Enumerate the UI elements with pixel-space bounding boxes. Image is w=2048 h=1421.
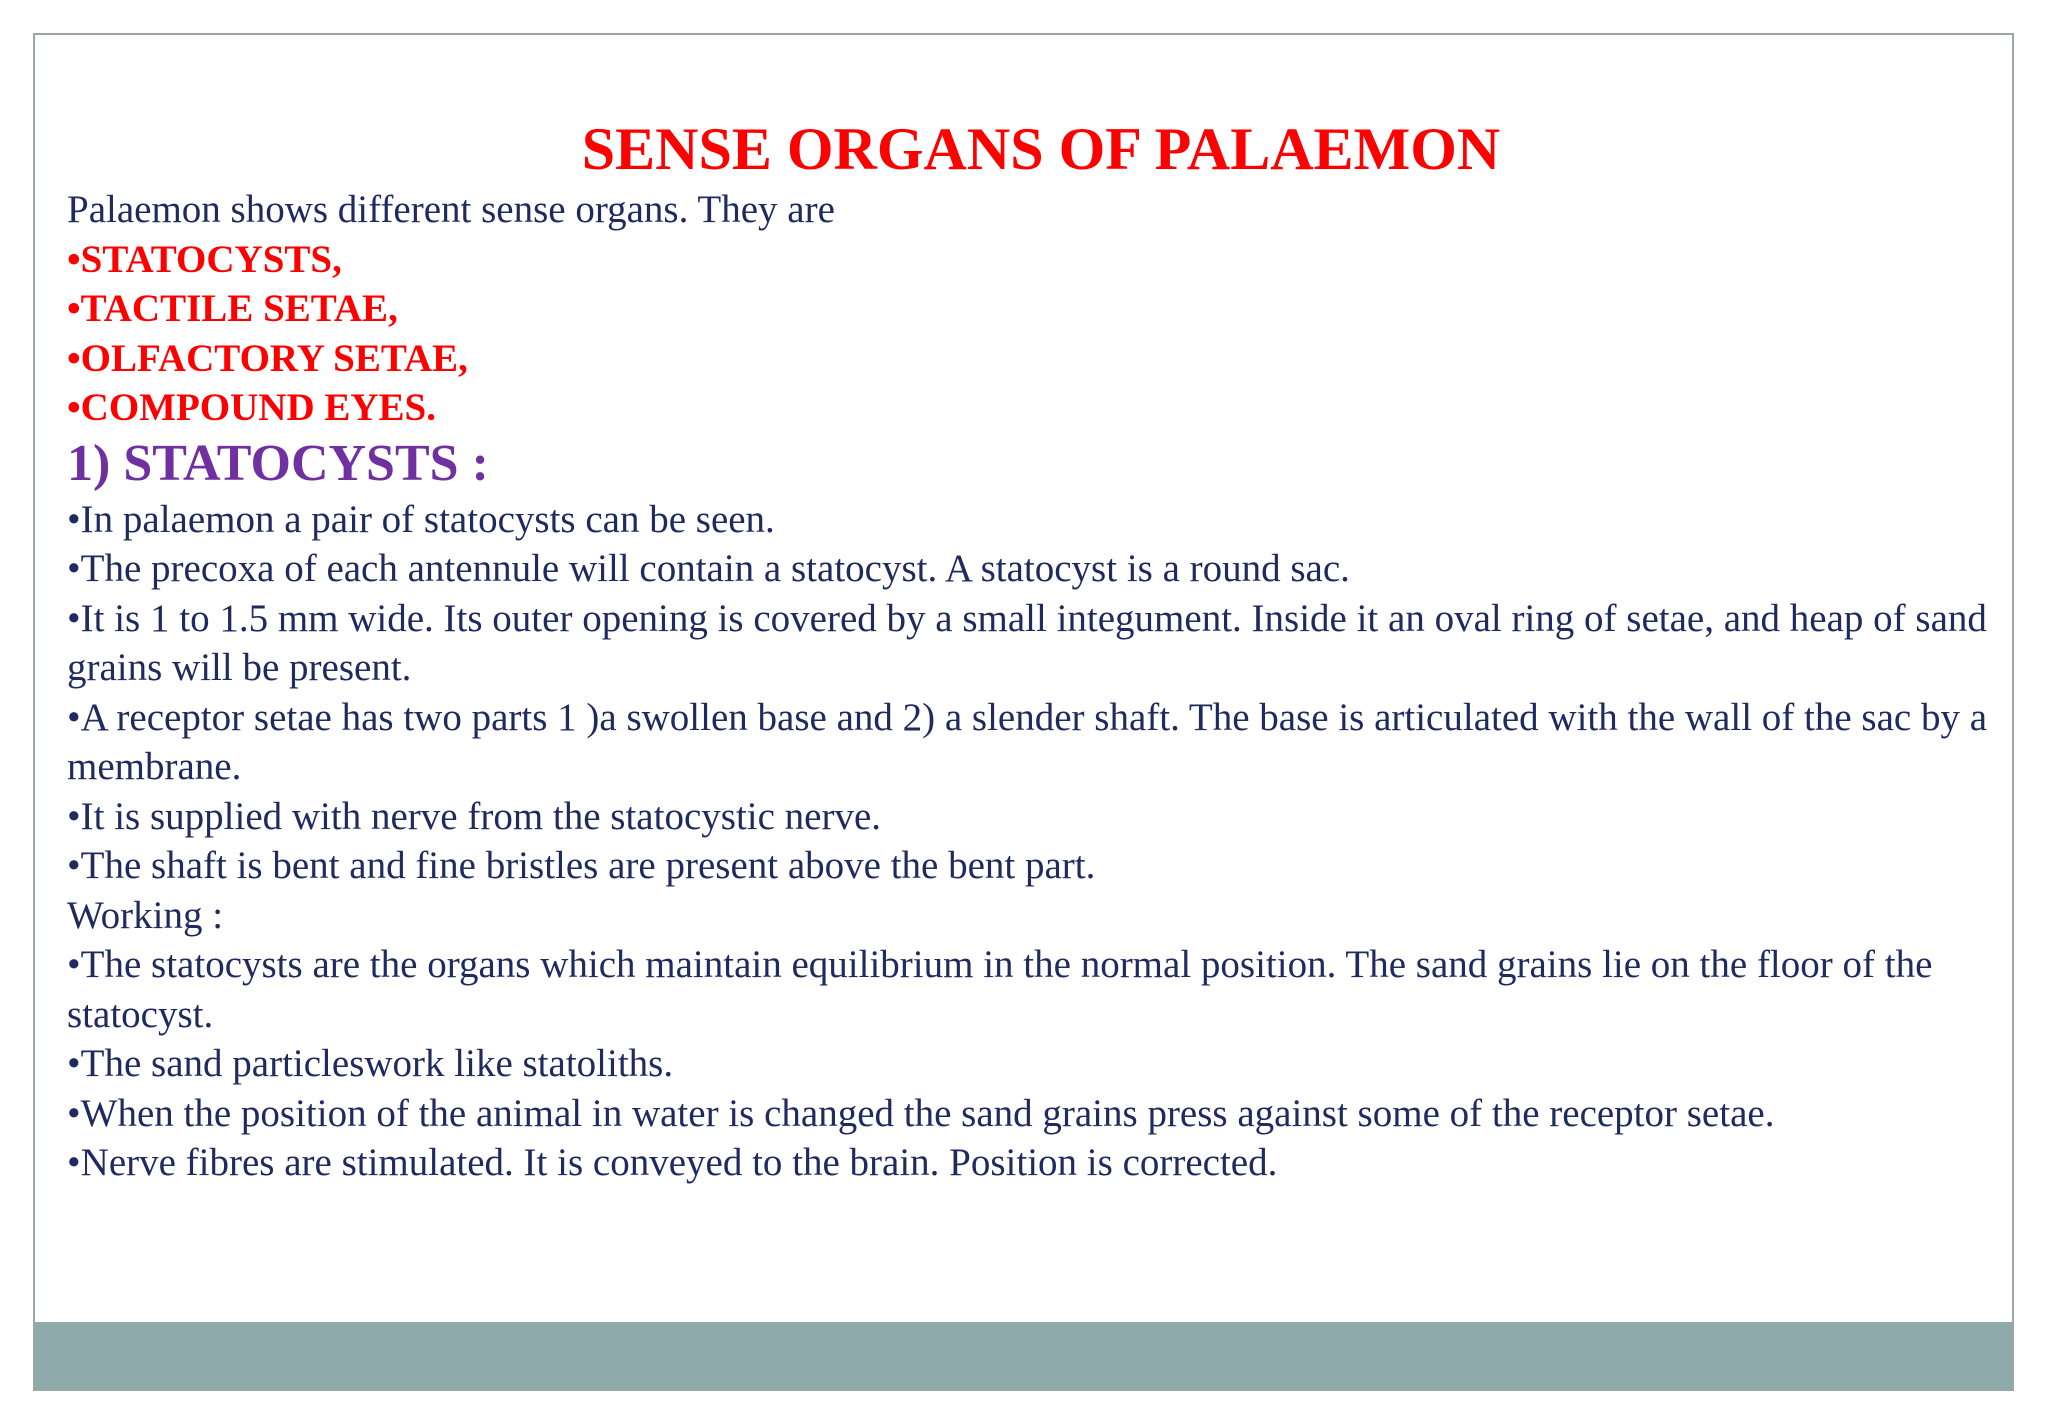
intro-text: Palaemon shows different sense organs. They are — [67, 188, 835, 231]
slide — [33, 33, 2014, 1391]
organ-item-statocysts: •STATOCYSTS, — [67, 237, 342, 281]
statocyst-point: •A receptor setae has two parts 1 )a swollen base and 2) a slender shaft. The base is articulated with the wall of the sac by a membrane. — [67, 695, 1988, 788]
section-heading-statocysts: 1) STATOCYSTS : — [67, 434, 489, 492]
statocyst-point: •It is 1 to 1.5 mm wide. Its outer opening is covered by a small integument. Inside it an oval ring of setae, and heap of sand grains will be present. — [67, 596, 1987, 689]
organ-item-olfactory-setae: •OLFACTORY SETAE, — [67, 336, 468, 380]
slide-title: SENSE ORGANS OF PALAEMON — [581, 116, 1501, 182]
working-point: •When the position of the animal in water is changed the sand grains press against some of the receptor setae. — [67, 1091, 1775, 1135]
slide-content — [67, 113, 1997, 1188]
statocyst-point: •In palaemon a pair of statocysts can be seen. — [67, 497, 775, 541]
statocyst-point: •The shaft is bent and fine bristles are present above the bent part. — [67, 844, 1096, 887]
working-point: •The statocysts are the organs which maintain equilibrium in the normal position. The sand grains lie on the floor of the statocyst. — [67, 943, 1933, 1036]
working-point: •Nerve fibres are stimulated. It is conveyed to the brain. Position is corrected. — [67, 1141, 1278, 1184]
organ-item-compound-eyes: •COMPOUND EYES. — [67, 386, 436, 429]
working-point: •The sand particleswork like statoliths. — [67, 1042, 674, 1085]
footer-band — [35, 1322, 2012, 1389]
working-label: Working : — [67, 893, 224, 937]
statocyst-point: •It is supplied with nerve from the statocystic nerve. — [67, 794, 882, 838]
statocyst-point: •The precoxa of each antennule will contain a statocyst. A statocyst is a round sac. — [67, 547, 1350, 590]
organ-item-tactile-setae: •TACTILE SETAE, — [67, 287, 398, 330]
